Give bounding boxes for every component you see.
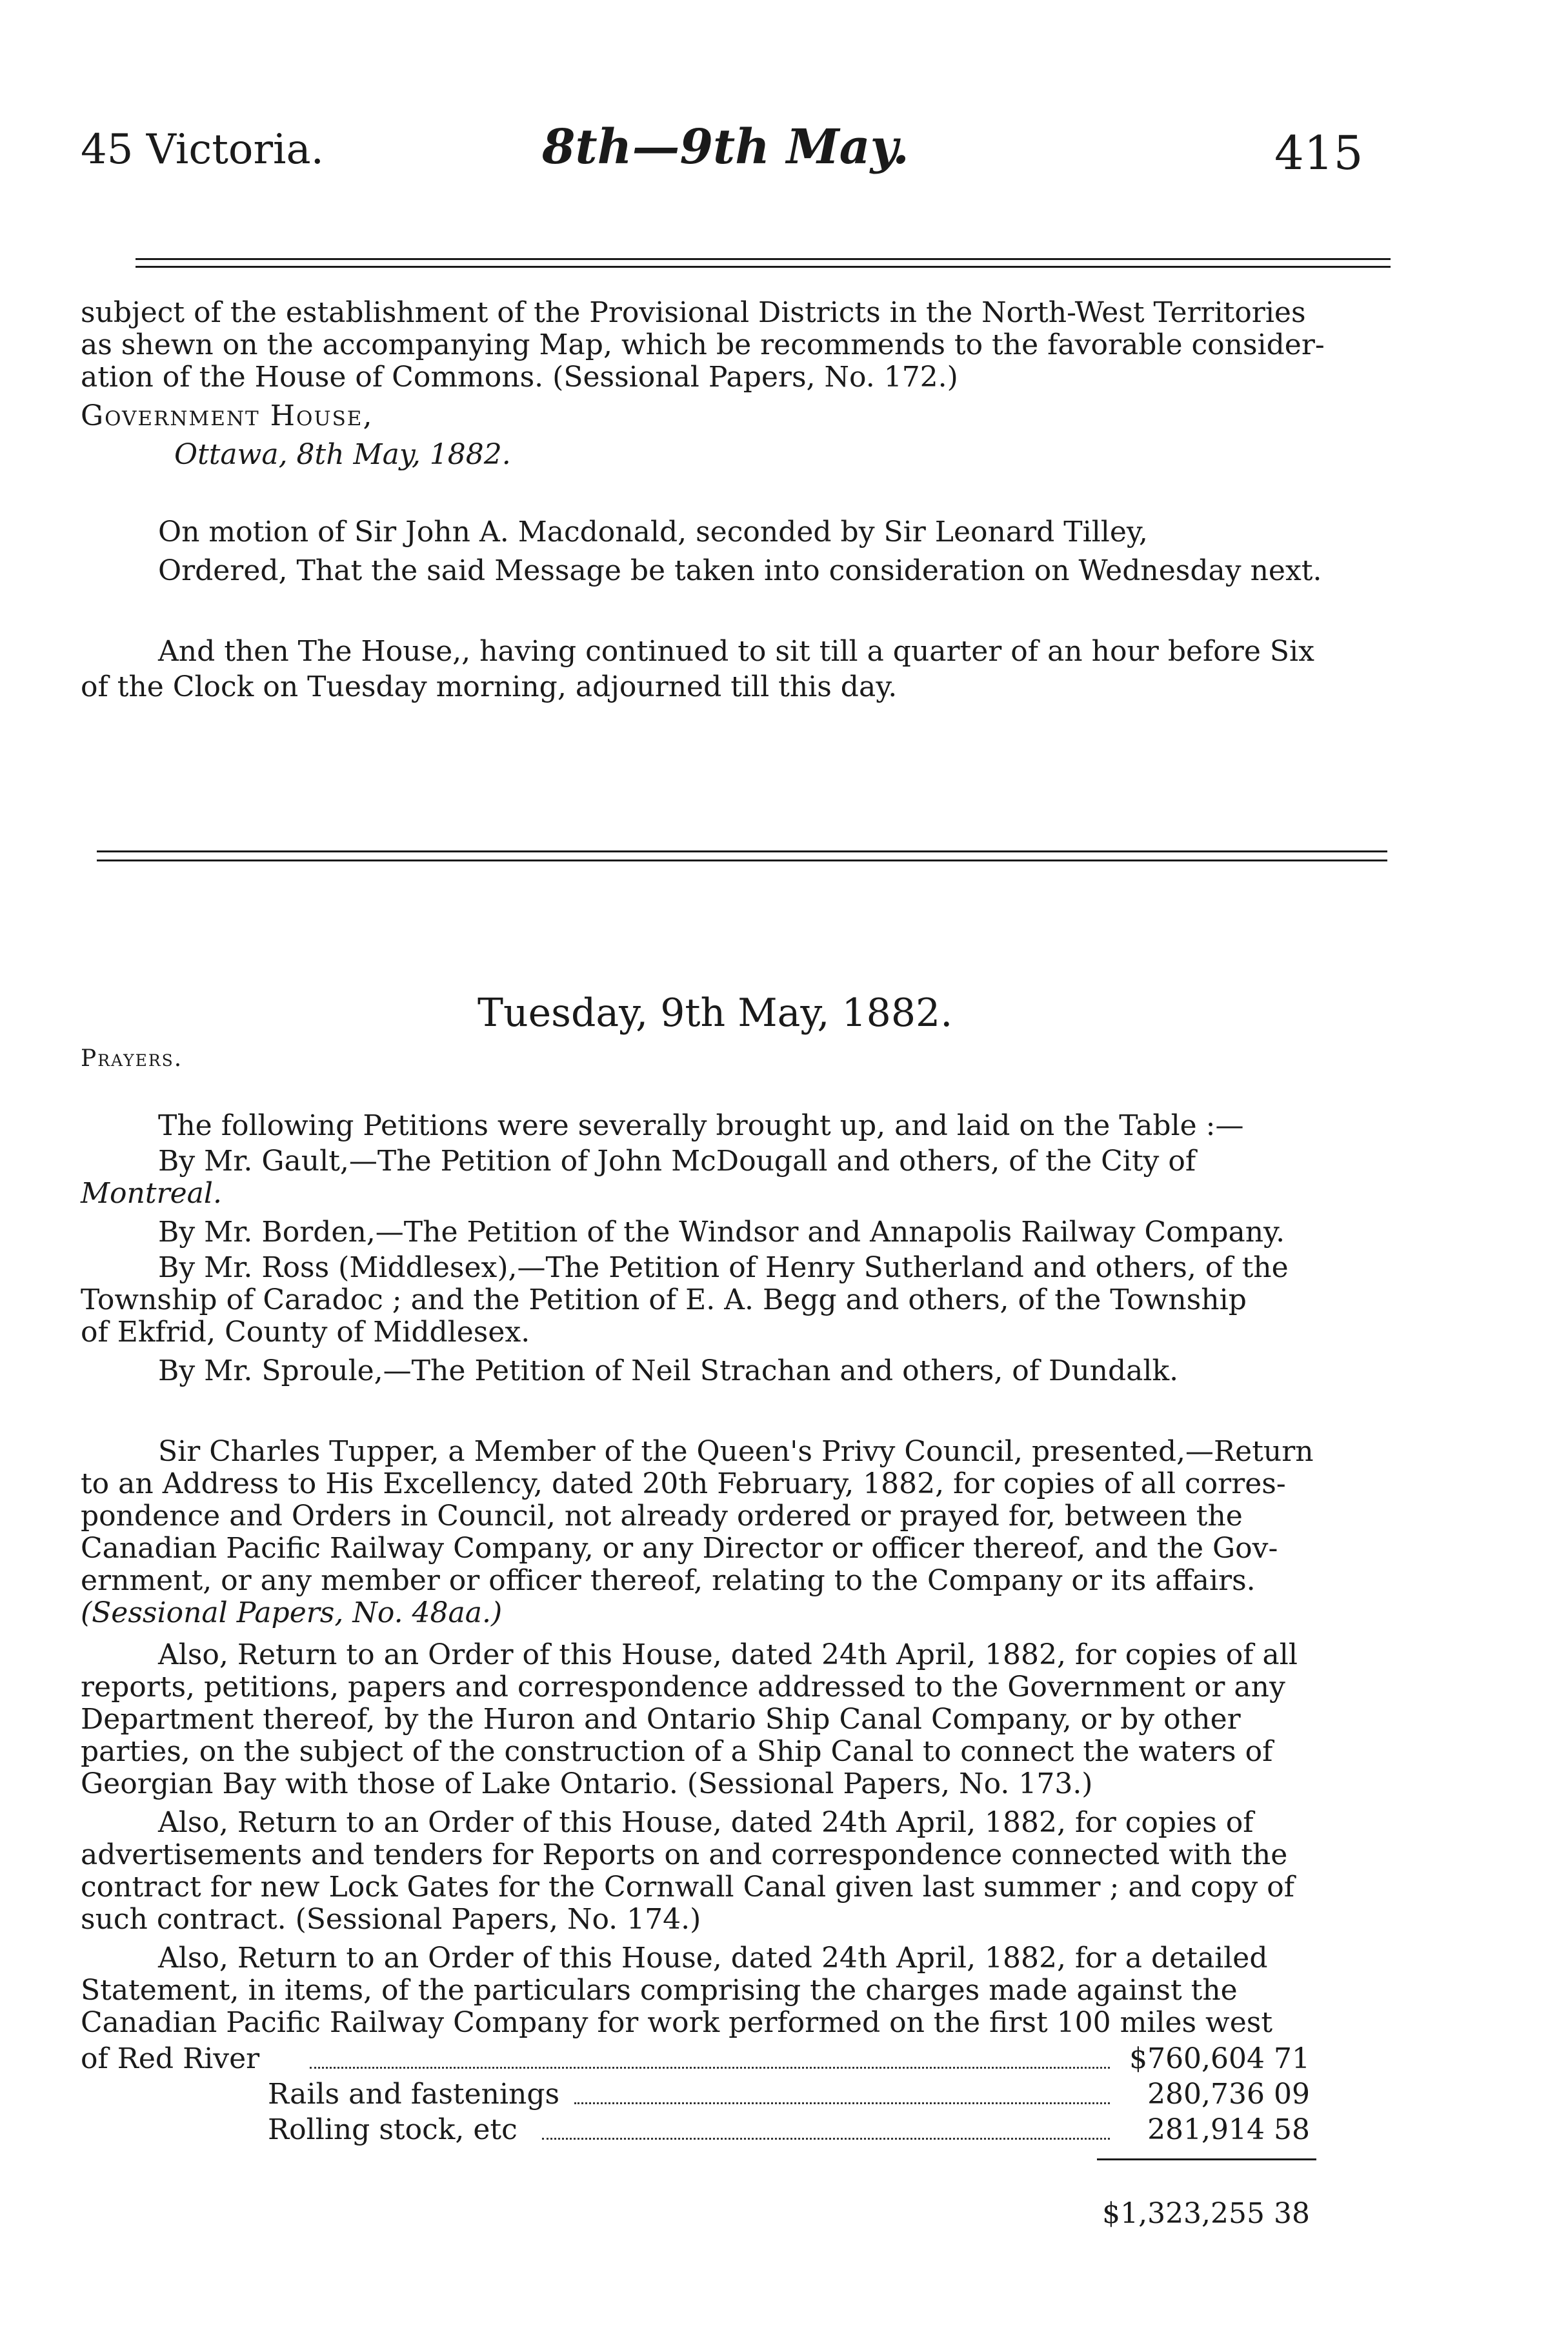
signoff-place: Government House, (81, 399, 374, 432)
message-line: subject of the establishment of the Provisional Districts in the North-West Territories (81, 296, 1306, 329)
return-line: advertisements and tenders for Reports on and correspondence connected with the (81, 1838, 1288, 1871)
petition-line: Montreal. (81, 1177, 222, 1210)
petition-line: Township of Caradoc ; and the Petition of E. A. Begg and others, of the Township (81, 1283, 1247, 1316)
return-line: Also, Return to an Order of this House, dated 24th April, 1882, for copies of (158, 1806, 1254, 1839)
page-number: 415 (1274, 126, 1363, 180)
charge-label: Rolling stock, etc (268, 2113, 518, 2146)
return-line: Department thereof, by the Huron and Ontario Ship Canal Company, or by other (81, 1703, 1241, 1736)
return-line: contract for new Lock Gates for the Cornwall Canal given last summer ; and copy of (81, 1871, 1295, 1904)
petition-line: By Mr. Gault,—The Petition of John McDougall and others, of the City of (158, 1145, 1196, 1178)
signoff-date: Ottawa, 8th May, 1882. (174, 438, 511, 471)
petition-line: of Ekfrid, County of Middlesex. (81, 1316, 530, 1349)
return-line: ernment, or any member or officer thereof, relating to the Company or its affairs. (81, 1564, 1256, 1597)
charge-amount: 281,914 58 (1147, 2113, 1310, 2146)
charge-amount: $760,604 71 (1129, 2042, 1310, 2075)
petition-line: By Mr. Borden,—The Petition of the Windsor and Annapolis Railway Company. (158, 1216, 1285, 1249)
return-line: Also, Return to an Order of this House, dated 24th April, 1882, for copies of all (158, 1638, 1298, 1671)
charges-total: $1,323,255 38 (1102, 2197, 1310, 2230)
return-line: Georgian Bay with those of Lake Ontario. (Sessional Papers, No. 173.) (81, 1767, 1093, 1800)
motion-line: On motion of Sir John A. Macdonald, seconded by Sir Leonard Tilley, (158, 516, 1148, 548)
charge-label: of Red River (81, 2042, 260, 2075)
return-line: reports, petitions, papers and correspondence addressed to the Government or any (81, 1671, 1285, 1704)
message-line: ation of the House of Commons. (Sessional Papers, No. 172.) (81, 361, 958, 394)
return-line: Also, Return to an Order of this House, dated 24th April, 1882, for a detailed (158, 1942, 1268, 1975)
message-line: as shewn on the accompanying Map, which be recommends to the favorable consider- (81, 328, 1325, 361)
total-rule (1097, 2158, 1316, 2160)
adjourn-line: And then The House,, having continued to sit till a quarter of an hour before Six (158, 635, 1314, 668)
prayers-label: Prayers. (81, 1045, 183, 1072)
return-line: Statement, in items, of the particulars comprising the charges made against the (81, 1974, 1238, 2007)
petition-line: By Mr. Sproule,—The Petition of Neil Strachan and others, of Dundalk. (158, 1354, 1179, 1387)
dot-leader (310, 2067, 1110, 2069)
charge-label: Rails and fastenings (268, 2078, 560, 2111)
dot-leader (574, 2102, 1110, 2104)
running-head-session: 45 Victoria. (81, 126, 324, 174)
section-rule-bottom (97, 859, 1387, 861)
return-line: Canadian Pacific Railway Company for work performed on the first 100 miles west (81, 2006, 1273, 2039)
return-line: pondence and Orders in Council, not already ordered or prayed for, between the (81, 1500, 1243, 1533)
return-line: (Sessional Papers, No. 48aa.) (81, 1596, 503, 1629)
header-rule-bottom (136, 266, 1391, 268)
return-line: Sir Charles Tupper, a Member of the Queen's Privy Council, presented,—Return (158, 1435, 1314, 1468)
return-line: Canadian Pacific Railway Company, or any Director or officer thereof, and the Gov- (81, 1532, 1278, 1565)
running-head-dates: 8th—9th May. (542, 119, 909, 175)
sitting-date-heading: Tuesday, 9th May, 1882. (477, 990, 953, 1036)
section-rule-top (97, 850, 1387, 852)
return-line: parties, on the subject of the construction of a Ship Canal to connect the waters of (81, 1735, 1273, 1768)
motion-ordered: Ordered, That the said Message be taken into consideration on Wednesday next. (158, 554, 1322, 587)
header-rule-top (136, 258, 1391, 260)
charge-amount: 280,736 09 (1147, 2078, 1310, 2111)
petitions-intro: The following Petitions were severally brought up, and laid on the Table :— (158, 1109, 1244, 1142)
return-line: such contract. (Sessional Papers, No. 174.) (81, 1903, 701, 1936)
return-line: to an Address to His Excellency, dated 20th February, 1882, for copies of all corres- (81, 1467, 1286, 1500)
dot-leader (542, 2138, 1110, 2140)
adjourn-line: of the Clock on Tuesday morning, adjourned till this day. (81, 670, 898, 703)
petition-line: By Mr. Ross (Middlesex),—The Petition of Henry Sutherland and others, of the (158, 1251, 1289, 1284)
